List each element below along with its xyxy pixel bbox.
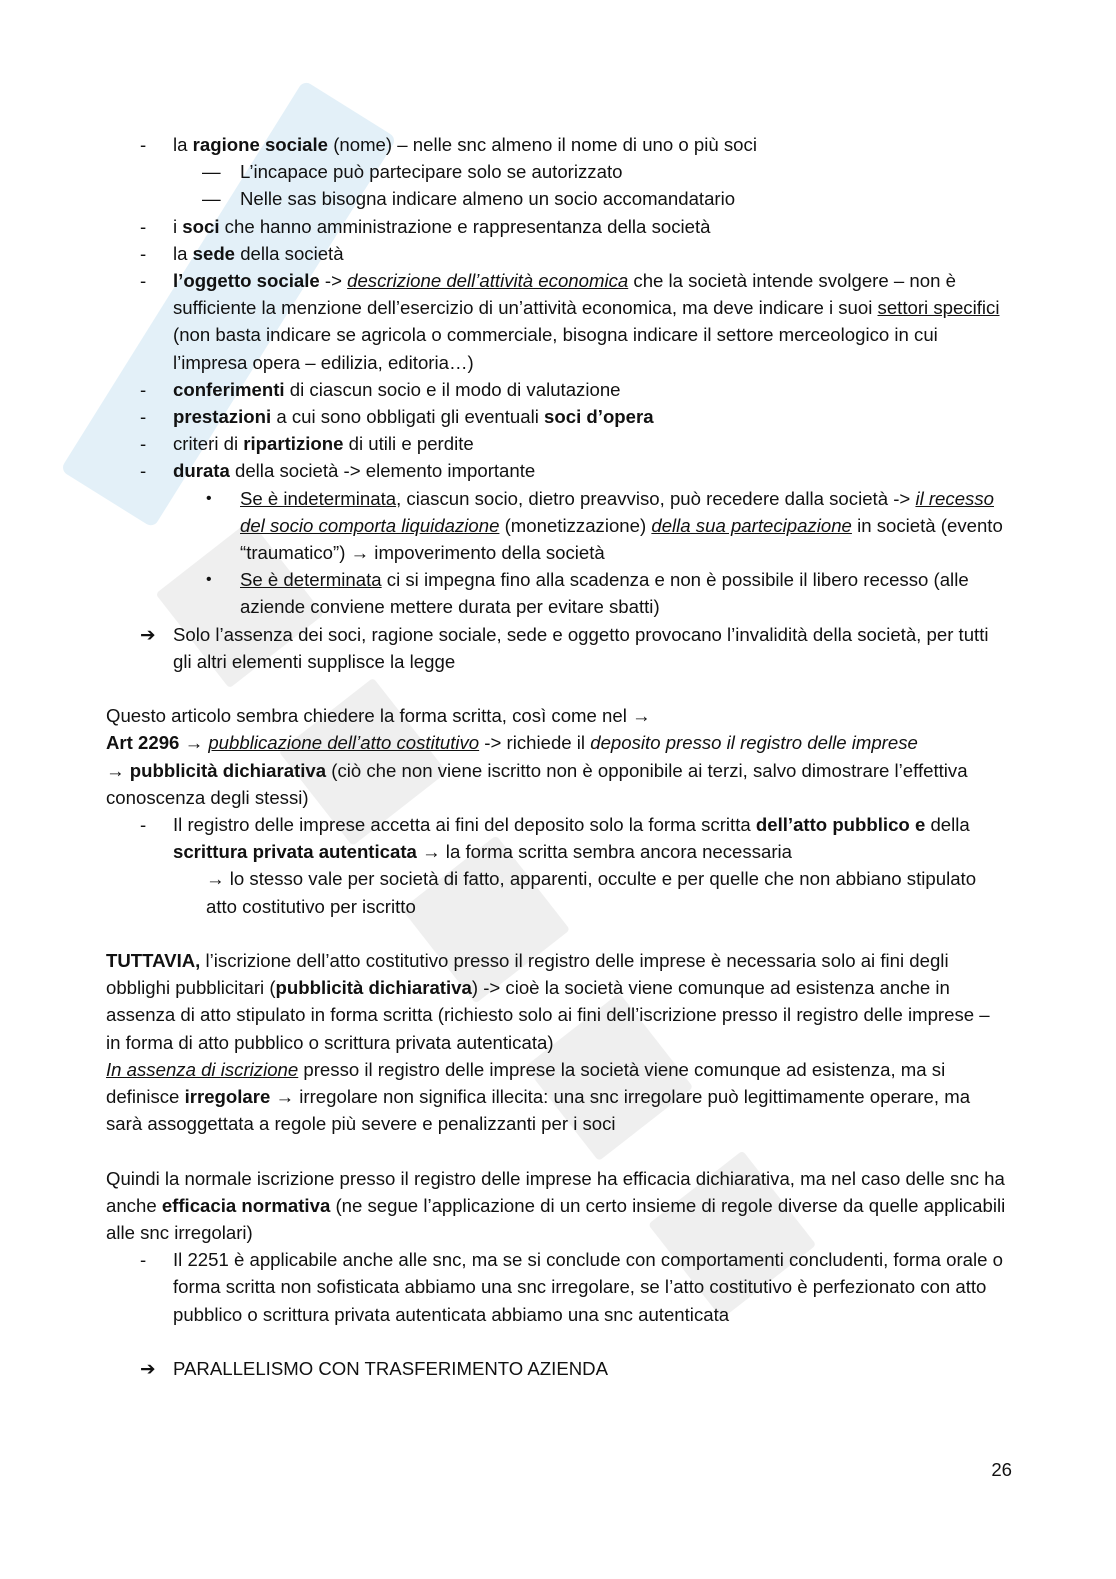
paragraph: Questo articolo sembra chiedere la forma scritta, così come nel → Art 2296 → pubblicazione dell’atto costitutivo -> richiede il deposito presso il registro delle imprese → pubblicità dichiarativa (ciò che non viene iscritto non è opponibile ai terzi, salvo dimostrare l’effettiva conoscenza degli stessi) xyxy=(106,705,968,808)
list-item: - la sede della società xyxy=(140,242,344,264)
list-item: - prestazioni a cui sono obbligati gli eventuali soci d’opera xyxy=(140,406,654,428)
list-item: - Il 2251 è applicabile anche alle snc, ma se si conclude con comportamenti concludenti, forma orale o forma scritta non sofisticata abbiamo una snc irregolare, se l’atto costitutivo è perfezionato con atto pubblico o scrittura privata autenticata abbiamo una snc autenticata xyxy=(140,1249,1003,1325)
arrow-icon: → xyxy=(275,1086,295,1108)
list-item: - durata della società -> elemento importante xyxy=(140,460,536,482)
document-body xyxy=(106,131,1006,1382)
arrow-icon: → xyxy=(632,705,651,727)
arrow-icon: → xyxy=(350,542,370,564)
list-item: - conferimenti di ciascun socio e il modo di valutazione xyxy=(140,378,621,400)
arrow-icon: → xyxy=(206,868,225,890)
paragraph: → lo stesso vale per società di fatto, apparenti, occulte e per quelle che non abbiano stipulato atto costitutivo per iscritto xyxy=(206,868,977,917)
list-item: - l’oggetto sociale -> descrizione dell’attività economica che la società intende svolgere – non è sufficiente la menzione dell’esercizio di un’attività economica, ma deve indicare i suoi settori specifici (non basta indicare se agricola o commerciale, bisogna indicare il settore merceologico in cui l’impresa opera – edilizia, editoria…) xyxy=(140,270,1000,373)
paragraph: TUTTAVIA, l’iscrizione dell’atto costitutivo presso il registro delle imprese è necessaria solo ai fini degli obblighi pubblicitari (pubblicità dichiarativa) -> cioè la società viene comunque ad esistenza anche in assenza di atto stipulato in forma scritta (richiesto solo ai fini dell’iscrizione presso il registro delle imprese – in forma di atto pubblico o scrittura privata autenticata) In assenza di iscrizione presso il registro delle imprese la società viene comunque ad esistenza, ma si definisce irregolare → irregolare non significa illecita: una snc irregolare può legittimamente operare, ma sarà assoggettata a regole più severe e penalizzanti per i soci xyxy=(106,950,990,1135)
list-item: - i soci che hanno amministrazione e rappresentanza della società xyxy=(140,215,711,237)
arrow-icon: ➔ xyxy=(140,623,156,645)
list-item: - criteri di ripartizione di utili e perdite xyxy=(140,433,474,455)
list-item: • Se è determinata ci si impegna fino alla scadenza e non è possibile il libero recesso (alle aziende conviene mettere durata per evitare sbatti) xyxy=(206,569,969,618)
list-item: - la ragione sociale (nome) – nelle snc almeno il nome di uno o più soci xyxy=(140,134,757,155)
list-item: — Nelle sas bisogna indicare almeno un socio accomandatario xyxy=(202,188,736,210)
arrow-item: ➔ PARALLELISMO CON TRASFERIMENTO AZIENDA xyxy=(106,1355,1006,1382)
arrow-icon: → xyxy=(422,841,441,863)
page-number: 26 xyxy=(991,1459,1012,1480)
list-item: • Se è indeterminata, ciascun socio, dietro preavviso, può recedere dalla società -> il recesso del socio comporta liquidazione (monetizzazione) della sua partecipazione in società (evento “traumatico”) → impoverimento della società xyxy=(206,487,1003,564)
list-item: — L’incapace può partecipare solo se autorizzato xyxy=(202,161,623,183)
arrow-icon: ➔ xyxy=(140,1358,156,1380)
arrow-icon: → xyxy=(106,759,125,781)
list-item: - Il registro delle imprese accetta ai fini del deposito solo la forma scritta dell’atto pubblico e della scrittura privata autenticata → la forma scritta sembra ancora necessaria xyxy=(140,814,970,863)
arrow-icon: → xyxy=(184,732,204,754)
arrow-item: ➔ Solo l’assenza dei soci, ragione sociale, sede e oggetto provocano l’invalidità della società, per tutti gli altri elementi supplisce la legge xyxy=(106,621,1006,675)
paragraph: Quindi la normale iscrizione presso il registro delle imprese ha efficacia dichiarativa, ma nel caso delle snc ha anche efficacia normativa (ne segue l’applicazione di un certo insieme di regole diverse da quelle applicabili alle snc irregolari) xyxy=(106,1167,1006,1244)
